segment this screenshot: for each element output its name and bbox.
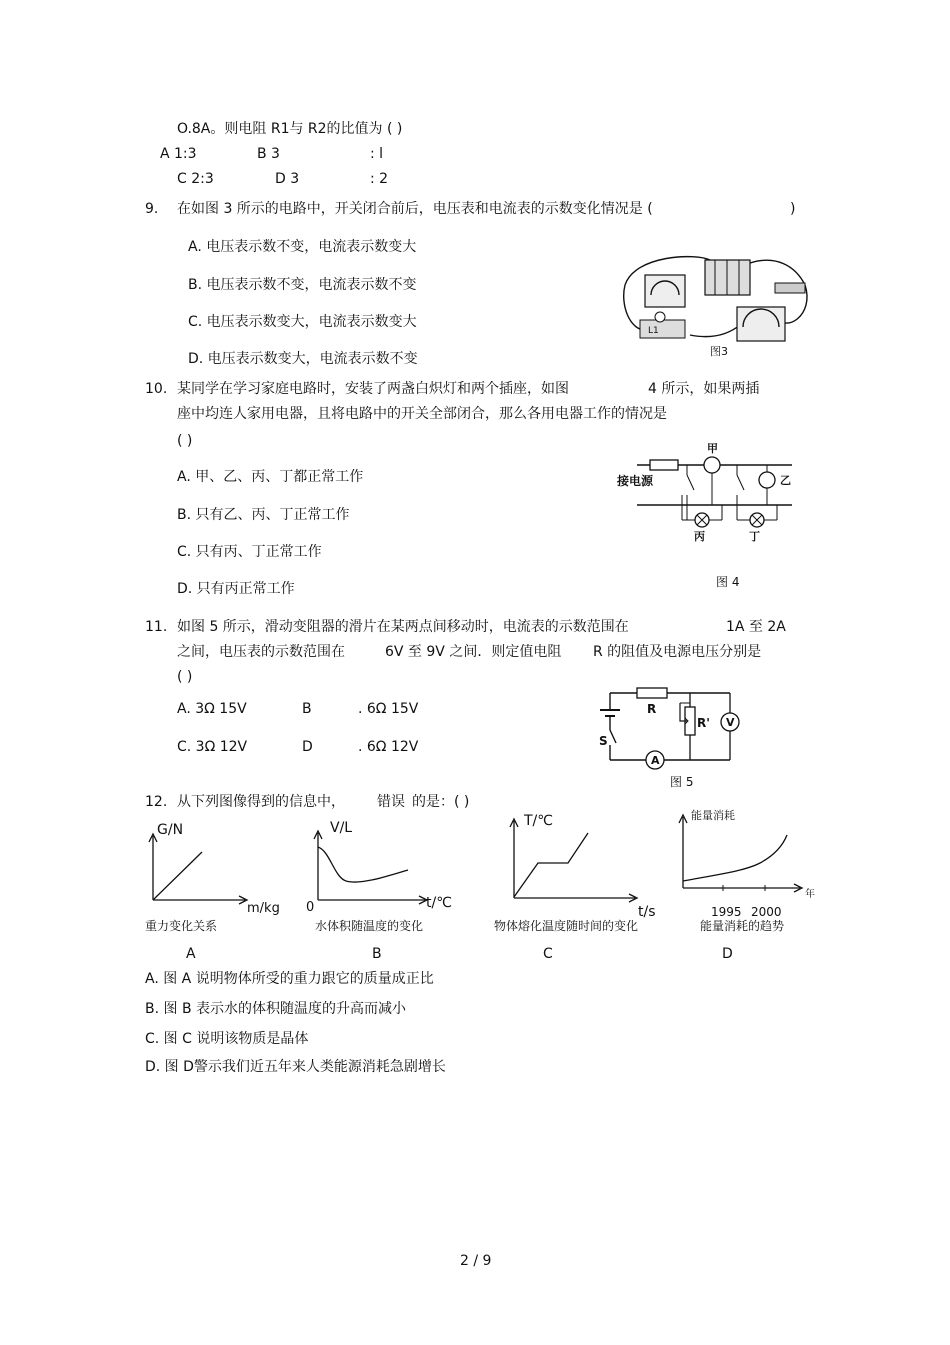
- q11-stem-line1b: 1A 至 2A: [726, 619, 786, 635]
- graph-c-y-label: T/℃: [524, 813, 553, 829]
- q12-stem-wrong: 错误: [377, 794, 405, 810]
- q10-stem-line1: 某同学在学习家庭电路时，安装了两盏白炽灯和两个插座，如图: [177, 381, 569, 397]
- graph-c-caption: 物体熔化温度随时间的变化: [494, 919, 639, 933]
- graph-a: [145, 818, 285, 918]
- figure-4-yi-label: 乙: [780, 474, 791, 487]
- q8-option-b-ratio: : l: [370, 146, 384, 162]
- q8-option-d-ratio: : 2: [370, 171, 389, 187]
- q10-option-c: C. 只有丙、丁正常工作: [177, 544, 322, 560]
- graph-d-letter: D: [722, 946, 733, 962]
- graph-a-y-label: G/N: [157, 822, 184, 838]
- q8-option-b: B 3: [257, 146, 280, 162]
- figure-4-bing-label: 丙: [694, 530, 705, 543]
- graph-b-origin: 0: [306, 900, 315, 915]
- q9-option-b: B. 电压表示数不变，电流表示数不变: [188, 277, 417, 293]
- q10-option-a: A. 甲、乙、丙、丁都正常工作: [177, 469, 364, 485]
- q10-option-d: D. 只有丙正常工作: [177, 581, 295, 597]
- q12-option-a: A. 图 A 说明物体所受的重力跟它的质量成正比: [145, 971, 434, 987]
- q9-stem-close: ): [790, 201, 796, 217]
- q12-stem-part2: 的是：( ): [412, 794, 470, 810]
- graph-c: [500, 813, 670, 918]
- graph-a-letter: A: [186, 946, 196, 962]
- q11-option-d: D: [302, 739, 313, 755]
- figure-3-label: 图3: [710, 345, 728, 358]
- q11-option-a: A. 3Ω 15V: [177, 701, 247, 717]
- graph-d: [675, 805, 825, 918]
- q8-option-d: D 3: [275, 171, 300, 187]
- q8-line: O.8A。则电阻 R1与 R2的比值为 ( ): [177, 121, 403, 137]
- graph-d-tick-1995: 1995: [711, 905, 742, 919]
- q9-stem: 在如图 3 所示的电路中，开关闭合前后，电压表和电流表的示数变化情况是 (: [177, 201, 653, 217]
- q11-stem-line3: ( ): [177, 669, 193, 685]
- graph-d-y-label: 能量消耗: [691, 809, 735, 822]
- q11-number: 11.: [145, 619, 168, 635]
- q11-option-b-value: . 6Ω 15V: [358, 701, 419, 717]
- q10-stem-line2: 座中均连人家用电器，且将电路中的开关全部闭合，那么各用电器工作的情况是: [177, 406, 667, 422]
- q11-stem-line2c: R 的阻值及电源电压分别是: [593, 644, 762, 660]
- graph-c-x-label: t/s: [638, 904, 656, 920]
- figure-4-ding-label: 丁: [749, 530, 760, 543]
- figure-5-a-label: A: [651, 754, 660, 767]
- q12-option-d: D. 图 D警示我们近五年来人类能源消耗急剧增长: [145, 1059, 446, 1075]
- q10-option-b: B. 只有乙、丙、丁正常工作: [177, 507, 350, 523]
- graph-d-x-label: 年: [805, 889, 815, 900]
- q11-stem-line1: 如图 5 所示，滑动变阻器的滑片在某两点间移动时，电流表的示数范围在: [177, 619, 629, 635]
- q9-number: 9.: [145, 201, 159, 217]
- q11-stem-line2b: 6V 至 9V 之间．则定值电阻: [385, 644, 562, 660]
- figure-5-rp-label: R': [697, 716, 710, 730]
- figure-5-label: 图 5: [670, 775, 694, 789]
- q11-option-b: B: [302, 701, 312, 717]
- figure-5-r-label: R: [647, 702, 657, 716]
- graph-b-letter: B: [372, 946, 382, 962]
- q8-option-a: A 1:3: [160, 146, 197, 162]
- q8-option-c: C 2:3: [177, 171, 214, 187]
- q10-stem-line1b: 4 所示，如果两插: [648, 381, 760, 397]
- q12-number: 12.: [145, 794, 168, 810]
- graph-b-caption: 水体积随温度的变化: [315, 919, 424, 933]
- graph-a-caption: 重力变化关系: [145, 919, 218, 933]
- q12-option-c: C. 图 C 说明该物质是晶体: [145, 1031, 309, 1047]
- figure-4-circuit: [612, 440, 802, 590]
- figure-5-circuit: [595, 685, 755, 795]
- figure-3-circuit: [615, 245, 815, 360]
- figure-4-jia-label: 甲: [707, 442, 718, 455]
- q11-option-c: C. 3Ω 12V: [177, 739, 248, 755]
- page-number: 2 / 9: [460, 1253, 492, 1269]
- q12-option-b: B. 图 B 表示水的体积随温度的升高而减小: [145, 1001, 407, 1017]
- q11-stem-line2: 之间，电压表的示数范围在: [177, 644, 345, 660]
- q10-stem-line3: ( ): [177, 433, 193, 449]
- figure-5-s-label: S: [599, 734, 608, 748]
- q9-option-c: C. 电压表示数变大，电流表示数变大: [188, 314, 417, 330]
- q9-option-d: D. 电压表示数变大，电流表示数不变: [188, 351, 418, 367]
- q11-option-d-value: . 6Ω 12V: [358, 739, 419, 755]
- figure-5-v-label: V: [726, 716, 735, 729]
- q10-number: 10.: [145, 381, 168, 397]
- q12-stem-part1: 从下列图像得到的信息中，: [177, 794, 345, 810]
- graph-c-letter: C: [543, 946, 553, 962]
- graph-d-caption: 能量消耗的趋势: [700, 919, 785, 933]
- figure-4-power-label: 接电源: [617, 474, 654, 488]
- graph-b-y-label: V/L: [330, 820, 353, 836]
- figure-3-l1-label: L1: [648, 326, 659, 336]
- graph-d-tick-2000: 2000: [751, 905, 782, 919]
- graph-a-x-label: m/kg: [247, 901, 280, 916]
- q9-option-a: A. 电压表示数不变，电流表示数变大: [188, 239, 417, 255]
- graph-b: [300, 815, 460, 915]
- figure-4-label: 图 4: [716, 575, 740, 589]
- graph-b-x-label: t/℃: [426, 895, 452, 911]
